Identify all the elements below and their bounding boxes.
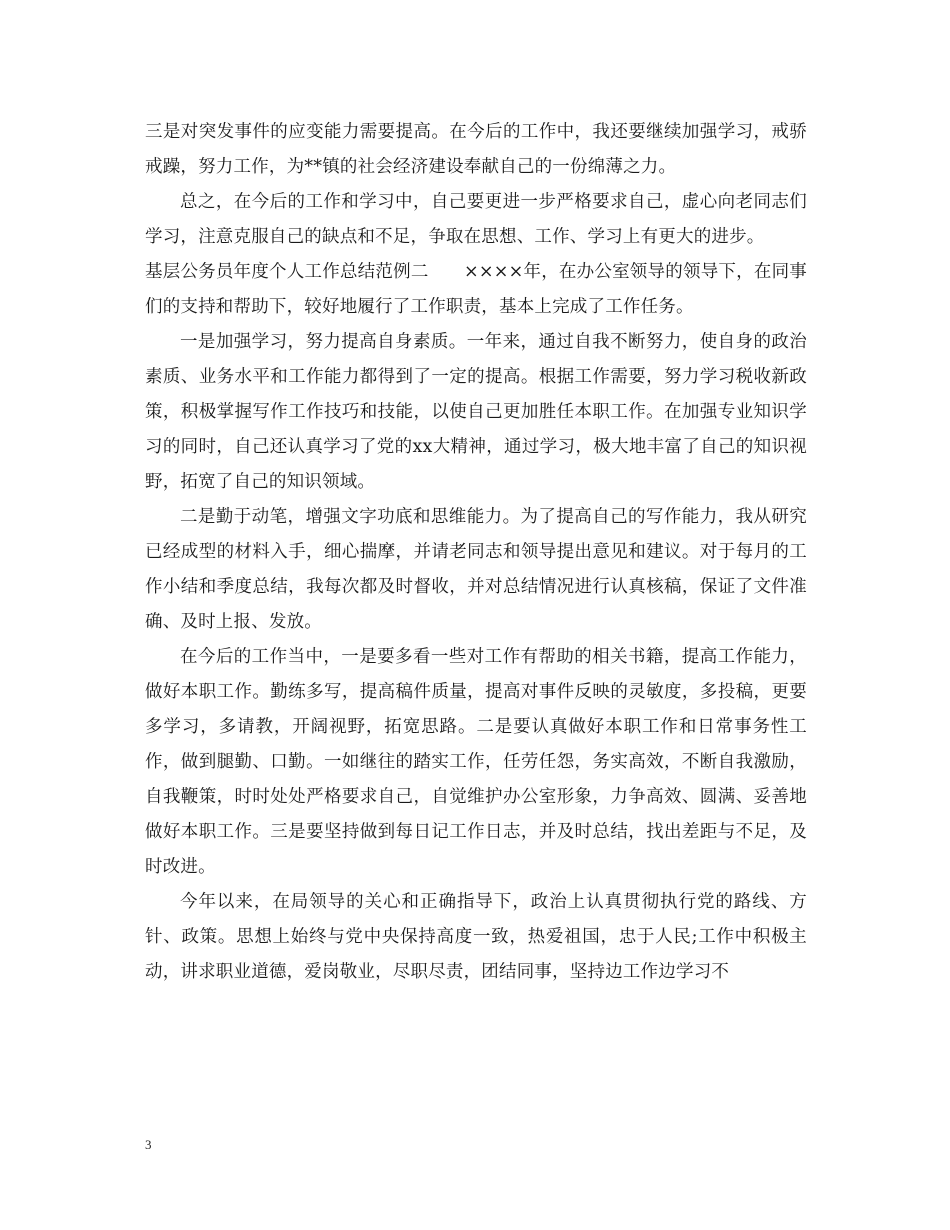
paragraph-2: 总之，在今后的工作和学习中，自己要更进一步严格要求自己，虚心向老同志们学习，注意克服自己的缺点和不足，争取在思想、工作、学习上有更大的进步。 — [145, 192, 807, 247]
paragraph-7: 今年以来，在局领导的关心和正确指导下，政治上认真贯彻执行党的路线、方针、政策。思想上始终与党中央保持高度一致，热爱祖国，忠于人民;工作中积极主动，讲求职业道德，爱岗敬业，尽职尽责，团结同事，坚持边工作边学习不 — [145, 892, 807, 982]
paragraph-1: 三是对突发事件的应变能力需要提高。在今后的工作中，我还要继续加强学习，戒骄戒躁，努力工作，为**镇的社会经济建设奉献自己的一份绵薄之力。 — [145, 122, 807, 177]
paragraph-6: 在今后的工作当中，一是要多看一些对工作有帮助的相关书籍，提高工作能力，做好本职工作。勤练多写，提高稿件质量，提高对事件反映的灵敏度，多投稿，更要多学习，多请教，开阔视野，拓宽思路。二是要认真做好本职工作和日常事务性工作，做到腿勤、口勤。一如继往的踏实工作，任劳任怨，务实高效，不断自我激励，自我鞭策，时时处处严格要求自己，自觉维护办公室形象，力争高效、圆满、妥善地做好本职工作。三是要坚持做到每日记工作日志，并及时总结，找出差距与不足，及时改进。 — [145, 647, 807, 877]
page-number: 3 — [145, 1137, 152, 1152]
paragraph-3-heading: 基层公务员年度个人工作总结范例二 ××××年，在办公室领导的领导下，在同事们的支持和帮助下，较好地履行了工作职责，基本上完成了工作任务。 — [145, 262, 807, 317]
paragraph-5: 二是勤于动笔，增强文字功底和思维能力。为了提高自己的写作能力，我从研究已经成型的材料入手，细心揣摩，并请老同志和领导提出意见和建议。对于每月的工作小结和季度总结，我每次都及时督收，并对总结情况进行认真核稿，保证了文件准确、及时上报、发放。 — [145, 507, 807, 632]
paragraph-4: 一是加强学习，努力提高自身素质。一年来，通过自我不断努力，使自身的政治素质、业务水平和工作能力都得到了一定的提高。根据工作需要，努力学习税收新政策，积极掌握写作工作技巧和技能，以使自己更加胜任本职工作。在加强专业知识学习的同时，自己还认真学习了党的xx大精神，通过学习，极大地丰富了自己的知识视野，拓宽了自己的知识领域。 — [145, 332, 807, 492]
document-body — [145, 115, 807, 990]
